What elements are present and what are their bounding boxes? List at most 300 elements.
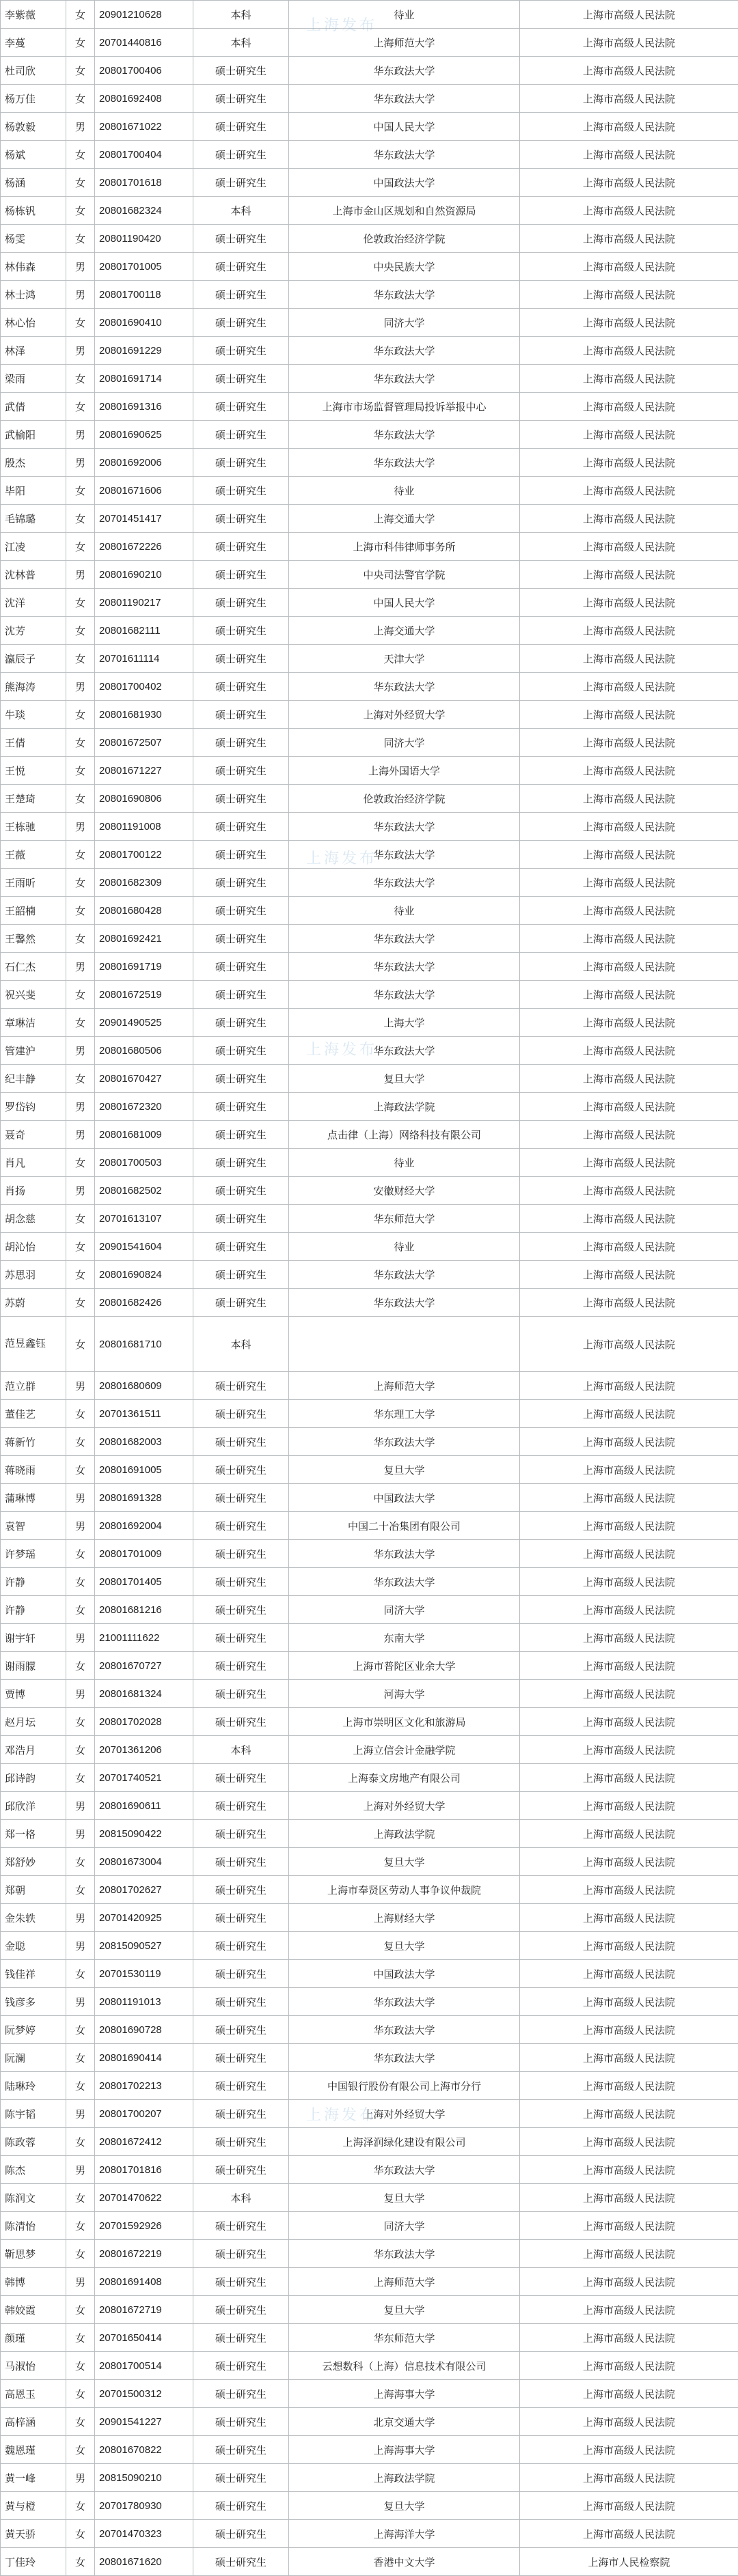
school-or-employer-cell: 香港中文大学 (289, 2548, 520, 2576)
agency-cell: 上海市高级人民法院 (520, 701, 738, 729)
education-cell: 硕士研究生 (193, 785, 289, 813)
education-cell: 硕士研究生 (193, 309, 289, 337)
table-row (1, 29, 738, 57)
school-or-employer-cell: 上海外国语大学 (289, 757, 520, 785)
gender-cell: 女 (66, 2016, 95, 2044)
agency-cell: 上海市高级人民法院 (520, 841, 738, 869)
exam-id-cell: 20801700122 (95, 841, 193, 869)
table-row (1, 141, 738, 169)
name-cell: 颜瑾 (1, 2324, 66, 2352)
agency-cell: 上海市高级人民法院 (520, 2408, 738, 2436)
name-cell: 陈清怡 (1, 2212, 66, 2240)
agency-cell: 上海市高级人民法院 (520, 253, 738, 281)
agency-cell: 上海市高级人民法院 (520, 1512, 738, 1540)
agency-cell: 上海市高级人民法院 (520, 1876, 738, 1904)
gender-cell: 女 (66, 1317, 95, 1372)
name-cell: 熊海涛 (1, 673, 66, 701)
school-or-employer-cell: 华东政法大学 (289, 1540, 520, 1568)
school-or-employer-cell: 待业 (289, 1149, 520, 1177)
agency-cell: 上海市高级人民法院 (520, 1624, 738, 1652)
education-cell: 硕士研究生 (193, 1121, 289, 1149)
agency-cell: 上海市高级人民法院 (520, 1289, 738, 1317)
gender-cell: 女 (66, 1848, 95, 1876)
name-cell: 董佳艺 (1, 1400, 66, 1428)
name-cell: 邱欣洋 (1, 1792, 66, 1820)
table-row (1, 1568, 738, 1596)
education-cell: 硕士研究生 (193, 2100, 289, 2128)
education-cell: 硕士研究生 (193, 981, 289, 1009)
gender-cell: 男 (66, 253, 95, 281)
school-or-employer-cell: 云想数科（上海）信息技术有限公司 (289, 2352, 520, 2380)
watermark: 上海发布 (301, 847, 383, 868)
table-row (1, 281, 738, 309)
agency-cell: 上海市高级人民法院 (520, 729, 738, 757)
education-cell: 硕士研究生 (193, 1568, 289, 1596)
education-cell: 硕士研究生 (193, 2352, 289, 2380)
gender-cell: 女 (66, 2044, 95, 2072)
agency-cell: 上海市高级人民法院 (520, 1372, 738, 1400)
education-cell: 硕士研究生 (193, 645, 289, 673)
education-cell: 硕士研究生 (193, 2464, 289, 2492)
table-row (1, 1205, 738, 1233)
gender-cell: 女 (66, 2436, 95, 2464)
agency-cell: 上海市高级人民法院 (520, 1848, 738, 1876)
school-or-employer-cell: 上海对外经贸大学 (289, 701, 520, 729)
school-or-employer-cell: 华东政法大学 (289, 1261, 520, 1289)
table-row (1, 1904, 738, 1932)
name-cell: 陈政蓉 (1, 2128, 66, 2156)
exam-id-cell: 20801670427 (95, 1065, 193, 1093)
name-cell: 许静 (1, 1568, 66, 1596)
school-or-employer-cell: 上海市市场监督管理局投诉举报中心 (289, 393, 520, 421)
education-cell: 硕士研究生 (193, 1456, 289, 1484)
table-row (1, 841, 738, 869)
exam-id-cell: 20701650414 (95, 2324, 193, 2352)
education-cell: 硕士研究生 (193, 2016, 289, 2044)
table-row (1, 1960, 738, 1988)
agency-cell: 上海市高级人民法院 (520, 2296, 738, 2324)
exam-id-cell: 20701420925 (95, 1904, 193, 1932)
agency-cell: 上海市高级人民法院 (520, 645, 738, 673)
name-cell: 梁雨 (1, 365, 66, 393)
gender-cell: 女 (66, 2240, 95, 2268)
gender-cell: 男 (66, 1792, 95, 1820)
table-row (1, 1093, 738, 1121)
agency-cell: 上海市高级人民法院 (520, 1484, 738, 1512)
gender-cell: 男 (66, 1932, 95, 1960)
exam-id-cell: 20701740521 (95, 1764, 193, 1792)
gender-cell: 女 (66, 1456, 95, 1484)
agency-cell: 上海市高级人民法院 (520, 393, 738, 421)
name-cell: 贾博 (1, 1680, 66, 1708)
education-cell: 硕士研究生 (193, 1261, 289, 1289)
agency-cell: 上海市高级人民法院 (520, 1764, 738, 1792)
exam-id-cell: 20701611114 (95, 645, 193, 673)
school-or-employer-cell: 待业 (289, 477, 520, 505)
gender-cell: 男 (66, 337, 95, 365)
table-row (1, 2436, 738, 2464)
table-row (1, 1317, 738, 1372)
name-cell: 韩博 (1, 2268, 66, 2296)
exam-id-cell: 20801191008 (95, 813, 193, 841)
school-or-employer-cell: 北京交通大学 (289, 2408, 520, 2436)
education-cell: 硕士研究生 (193, 1820, 289, 1848)
education-cell: 硕士研究生 (193, 2520, 289, 2548)
agency-cell: 上海市高级人民法院 (520, 2072, 738, 2100)
name-cell: 武榆阳 (1, 421, 66, 449)
gender-cell: 男 (66, 2156, 95, 2184)
exam-id-cell: 20801672219 (95, 2240, 193, 2268)
table-row (1, 1820, 738, 1848)
gender-cell: 女 (66, 1, 95, 29)
education-cell: 本科 (193, 2184, 289, 2212)
table-row (1, 2128, 738, 2156)
education-cell: 硕士研究生 (193, 85, 289, 113)
school-or-employer-cell: 中国银行股份有限公司上海市分行 (289, 2072, 520, 2100)
name-cell: 牛琰 (1, 701, 66, 729)
school-or-employer-cell: 中国二十冶集团有限公司 (289, 1512, 520, 1540)
name-cell: 邱诗韵 (1, 1764, 66, 1792)
gender-cell: 女 (66, 2072, 95, 2100)
agency-cell: 上海市高级人民法院 (520, 1177, 738, 1205)
agency-cell: 上海市高级人民法院 (520, 1261, 738, 1289)
school-or-employer-cell: 待业 (289, 1233, 520, 1261)
education-cell: 硕士研究生 (193, 1904, 289, 1932)
exam-id-cell: 20801671606 (95, 477, 193, 505)
name-cell: 丁佳玲 (1, 2548, 66, 2576)
table-row (1, 1512, 738, 1540)
agency-cell: 上海市高级人民法院 (520, 925, 738, 953)
school-or-employer-cell: 华东政法大学 (289, 449, 520, 477)
name-cell: 赵月坛 (1, 1708, 66, 1736)
school-or-employer-cell: 上海海事大学 (289, 2380, 520, 2408)
education-cell: 本科 (193, 197, 289, 225)
name-cell: 李紫薇 (1, 1, 66, 29)
education-cell: 硕士研究生 (193, 2296, 289, 2324)
watermark: 上海发布 (301, 14, 383, 35)
exam-id-cell: 20701780930 (95, 2492, 193, 2520)
table-row (1, 85, 738, 113)
gender-cell: 女 (66, 2296, 95, 2324)
education-cell: 硕士研究生 (193, 2408, 289, 2436)
exam-id-cell: 20801702627 (95, 1876, 193, 1904)
education-cell: 硕士研究生 (193, 2212, 289, 2240)
education-cell: 硕士研究生 (193, 2240, 289, 2268)
school-or-employer-cell: 上海泰文房地产有限公司 (289, 1764, 520, 1792)
table-row (1, 2184, 738, 2212)
school-or-employer-cell: 同济大学 (289, 1596, 520, 1624)
agency-cell: 上海市人民检察院 (520, 2548, 738, 2576)
table-row (1, 1428, 738, 1456)
education-cell: 硕士研究生 (193, 1289, 289, 1317)
education-cell: 硕士研究生 (193, 673, 289, 701)
name-cell: 马淑怡 (1, 2352, 66, 2380)
school-or-employer-cell: 中央司法警官学院 (289, 561, 520, 589)
exam-id-cell: 20815090422 (95, 1820, 193, 1848)
school-or-employer-cell: 华东政法大学 (289, 141, 520, 169)
name-cell: 聂奇 (1, 1121, 66, 1149)
exam-id-cell: 20801691316 (95, 393, 193, 421)
education-cell: 硕士研究生 (193, 1652, 289, 1680)
gender-cell: 男 (66, 421, 95, 449)
education-cell: 硕士研究生 (193, 1764, 289, 1792)
name-cell: 杜司欣 (1, 57, 66, 85)
education-cell: 硕士研究生 (193, 1848, 289, 1876)
school-or-employer-cell: 华东政法大学 (289, 2016, 520, 2044)
education-cell: 硕士研究生 (193, 1205, 289, 1233)
exam-id-cell: 20801191013 (95, 1988, 193, 2016)
education-cell: 硕士研究生 (193, 141, 289, 169)
agency-cell: 上海市高级人民法院 (520, 449, 738, 477)
name-cell: 谢雨朦 (1, 1652, 66, 1680)
gender-cell: 男 (66, 561, 95, 589)
exam-id-cell: 20801691328 (95, 1484, 193, 1512)
gender-cell: 女 (66, 365, 95, 393)
table-row (1, 1121, 738, 1149)
table-row (1, 1596, 738, 1624)
gender-cell: 女 (66, 1205, 95, 1233)
education-cell: 硕士研究生 (193, 1540, 289, 1568)
education-cell: 硕士研究生 (193, 225, 289, 253)
school-or-employer-cell: 上海师范大学 (289, 2268, 520, 2296)
exam-id-cell: 20801672226 (95, 533, 193, 561)
education-cell: 硕士研究生 (193, 729, 289, 757)
education-cell: 硕士研究生 (193, 2492, 289, 2520)
name-cell: 沈芳 (1, 617, 66, 645)
school-or-employer-cell: 华东政法大学 (289, 1289, 520, 1317)
table-row (1, 925, 738, 953)
gender-cell: 女 (66, 1540, 95, 1568)
table-row (1, 2296, 738, 2324)
exam-id-cell: 20801701005 (95, 253, 193, 281)
table-row (1, 1540, 738, 1568)
table-row (1, 1289, 738, 1317)
gender-cell: 男 (66, 1093, 95, 1121)
table-row (1, 785, 738, 813)
agency-cell: 上海市高级人民法院 (520, 2464, 738, 2492)
gender-cell: 男 (66, 673, 95, 701)
school-or-employer-cell: 复旦大学 (289, 1456, 520, 1484)
gender-cell: 女 (66, 2408, 95, 2436)
table-row (1, 2156, 738, 2184)
table-row (1, 421, 738, 449)
gender-cell: 女 (66, 2212, 95, 2240)
exam-id-cell: 20801682003 (95, 1428, 193, 1456)
agency-cell: 上海市高级人民法院 (520, 57, 738, 85)
school-or-employer-cell: 华东政法大学 (289, 673, 520, 701)
gender-cell: 男 (66, 1177, 95, 1205)
agency-cell: 上海市高级人民法院 (520, 2044, 738, 2072)
education-cell: 硕士研究生 (193, 281, 289, 309)
exam-id-cell: 20801681324 (95, 1680, 193, 1708)
table-row (1, 2324, 738, 2352)
school-or-employer-cell: 上海对外经贸大学 (289, 2100, 520, 2128)
gender-cell: 女 (66, 757, 95, 785)
school-or-employer-cell: 华东政法大学 (289, 57, 520, 85)
exam-id-cell: 20801700503 (95, 1149, 193, 1177)
agency-cell: 上海市高级人民法院 (520, 477, 738, 505)
gender-cell: 女 (66, 1876, 95, 1904)
table-row (1, 1932, 738, 1960)
school-or-employer-cell: 华东政法大学 (289, 953, 520, 981)
table-row (1, 1680, 738, 1708)
exam-id-cell: 20801690824 (95, 1261, 193, 1289)
school-or-employer-cell: 华东政法大学 (289, 281, 520, 309)
exam-id-cell: 20801692006 (95, 449, 193, 477)
exam-id-cell: 20901541227 (95, 2408, 193, 2436)
table-row (1, 1792, 738, 1820)
agency-cell: 上海市高级人民法院 (520, 1708, 738, 1736)
school-or-employer-cell: 华东政法大学 (289, 2240, 520, 2268)
school-or-employer-cell: 伦敦政治经济学院 (289, 785, 520, 813)
agency-cell: 上海市高级人民法院 (520, 1037, 738, 1065)
gender-cell: 男 (66, 2268, 95, 2296)
education-cell: 硕士研究生 (193, 953, 289, 981)
school-or-employer-cell: 上海立信会计金融学院 (289, 1736, 520, 1764)
education-cell: 硕士研究生 (193, 113, 289, 141)
exam-id-cell: 20815090210 (95, 2464, 193, 2492)
agency-cell: 上海市高级人民法院 (520, 2380, 738, 2408)
name-cell: 杨斌 (1, 141, 66, 169)
exam-id-cell: 21001111622 (95, 1624, 193, 1652)
exam-id-cell: 20801680506 (95, 1037, 193, 1065)
agency-cell: 上海市高级人民法院 (520, 589, 738, 617)
agency-cell: 上海市高级人民法院 (520, 1820, 738, 1848)
school-or-employer-cell: 华东政法大学 (289, 841, 520, 869)
exam-id-cell: 20801702213 (95, 2072, 193, 2100)
agency-cell: 上海市高级人民法院 (520, 365, 738, 393)
table-row (1, 57, 738, 85)
school-or-employer-cell: 华东师范大学 (289, 1205, 520, 1233)
table-row (1, 533, 738, 561)
school-or-employer-cell: 华东政法大学 (289, 925, 520, 953)
education-cell: 硕士研究生 (193, 1988, 289, 2016)
gender-cell: 女 (66, 57, 95, 85)
education-cell: 硕士研究生 (193, 1792, 289, 1820)
exam-id-cell: 20701613107 (95, 1205, 193, 1233)
exam-id-cell: 20701470323 (95, 2520, 193, 2548)
agency-cell: 上海市高级人民法院 (520, 2100, 738, 2128)
name-cell: 陈杰 (1, 2156, 66, 2184)
table-row (1, 505, 738, 533)
name-cell: 蒋晓雨 (1, 1456, 66, 1484)
gender-cell: 男 (66, 813, 95, 841)
education-cell: 硕士研究生 (193, 2072, 289, 2100)
exam-id-cell: 20801682324 (95, 197, 193, 225)
agency-cell: 上海市高级人民法院 (520, 757, 738, 785)
education-cell: 硕士研究生 (193, 169, 289, 197)
agency-cell: 上海市高级人民法院 (520, 1568, 738, 1596)
agency-cell: 上海市高级人民法院 (520, 1400, 738, 1428)
agency-cell: 上海市高级人民法院 (520, 421, 738, 449)
table-row (1, 1009, 738, 1037)
education-cell: 硕士研究生 (193, 1484, 289, 1512)
school-or-employer-cell: 河海大学 (289, 1680, 520, 1708)
agency-cell: 上海市高级人民法院 (520, 1932, 738, 1960)
name-cell: 管建沪 (1, 1037, 66, 1065)
table-row (1, 1065, 738, 1093)
name-cell: 杨敦毅 (1, 113, 66, 141)
gender-cell: 女 (66, 393, 95, 421)
table-row (1, 337, 738, 365)
agency-cell: 上海市高级人民法院 (520, 29, 738, 57)
name-cell: 许梦瑶 (1, 1540, 66, 1568)
results-table-body (1, 1, 738, 2576)
name-cell: 胡沁怡 (1, 1233, 66, 1261)
school-or-employer-cell: 复旦大学 (289, 2492, 520, 2520)
table-row (1, 645, 738, 673)
gender-cell: 女 (66, 1065, 95, 1093)
agency-cell: 上海市高级人民法院 (520, 2016, 738, 2044)
name-cell: 肖扬 (1, 1177, 66, 1205)
agency-cell: 上海市高级人民法院 (520, 505, 738, 533)
gender-cell: 女 (66, 1400, 95, 1428)
education-cell: 硕士研究生 (193, 1400, 289, 1428)
agency-cell: 上海市高级人民法院 (520, 1960, 738, 1988)
table-row (1, 1149, 738, 1177)
gender-cell: 女 (66, 1568, 95, 1596)
school-or-employer-cell: 中国政法大学 (289, 1484, 520, 1512)
school-or-employer-cell: 华东理工大学 (289, 1400, 520, 1428)
school-or-employer-cell: 上海师范大学 (289, 1372, 520, 1400)
name-cell: 阮澜 (1, 2044, 66, 2072)
name-cell: 胡念慈 (1, 1205, 66, 1233)
school-or-employer-cell: 上海财经大学 (289, 1904, 520, 1932)
education-cell: 硕士研究生 (193, 1037, 289, 1065)
watermark: 上海发布 (301, 2103, 383, 2125)
education-cell: 硕士研究生 (193, 1680, 289, 1708)
gender-cell: 男 (66, 2464, 95, 2492)
exam-id-cell: 20801671620 (95, 2548, 193, 2576)
exam-id-cell: 20801700402 (95, 673, 193, 701)
agency-cell: 上海市高级人民法院 (520, 813, 738, 841)
gender-cell: 女 (66, 841, 95, 869)
agency-cell: 上海市高级人民法院 (520, 1, 738, 29)
education-cell: 硕士研究生 (193, 1596, 289, 1624)
school-or-employer-cell: 安徽财经大学 (289, 1177, 520, 1205)
education-cell: 硕士研究生 (193, 701, 289, 729)
exam-id-cell: 20801691005 (95, 1456, 193, 1484)
gender-cell: 女 (66, 2128, 95, 2156)
school-or-employer-cell: 待业 (289, 1, 520, 29)
gender-cell: 男 (66, 281, 95, 309)
name-cell: 陆琳玲 (1, 2072, 66, 2100)
school-or-employer-cell: 华东政法大学 (289, 813, 520, 841)
exam-id-cell: 20801672320 (95, 1093, 193, 1121)
gender-cell: 女 (66, 925, 95, 953)
agency-cell: 上海市高级人民法院 (520, 1233, 738, 1261)
table-row (1, 1736, 738, 1764)
school-or-employer-cell: 上海交通大学 (289, 617, 520, 645)
exam-id-cell: 20801701009 (95, 1540, 193, 1568)
name-cell: 殷杰 (1, 449, 66, 477)
gender-cell: 女 (66, 617, 95, 645)
exam-id-cell: 20801701405 (95, 1568, 193, 1596)
exam-id-cell: 20801700404 (95, 141, 193, 169)
school-or-employer-cell: 华东政法大学 (289, 2044, 520, 2072)
gender-cell: 女 (66, 785, 95, 813)
gender-cell: 女 (66, 729, 95, 757)
agency-cell: 上海市高级人民法院 (520, 2520, 738, 2548)
school-or-employer-cell: 上海泽润绿化建设有限公司 (289, 2128, 520, 2156)
name-cell: 郑一格 (1, 1820, 66, 1848)
education-cell: 本科 (193, 1, 289, 29)
agency-cell: 上海市高级人民法院 (520, 1792, 738, 1820)
gender-cell: 男 (66, 113, 95, 141)
table-row (1, 2044, 738, 2072)
gender-cell: 女 (66, 2548, 95, 2576)
exam-id-cell: 20801680428 (95, 897, 193, 925)
